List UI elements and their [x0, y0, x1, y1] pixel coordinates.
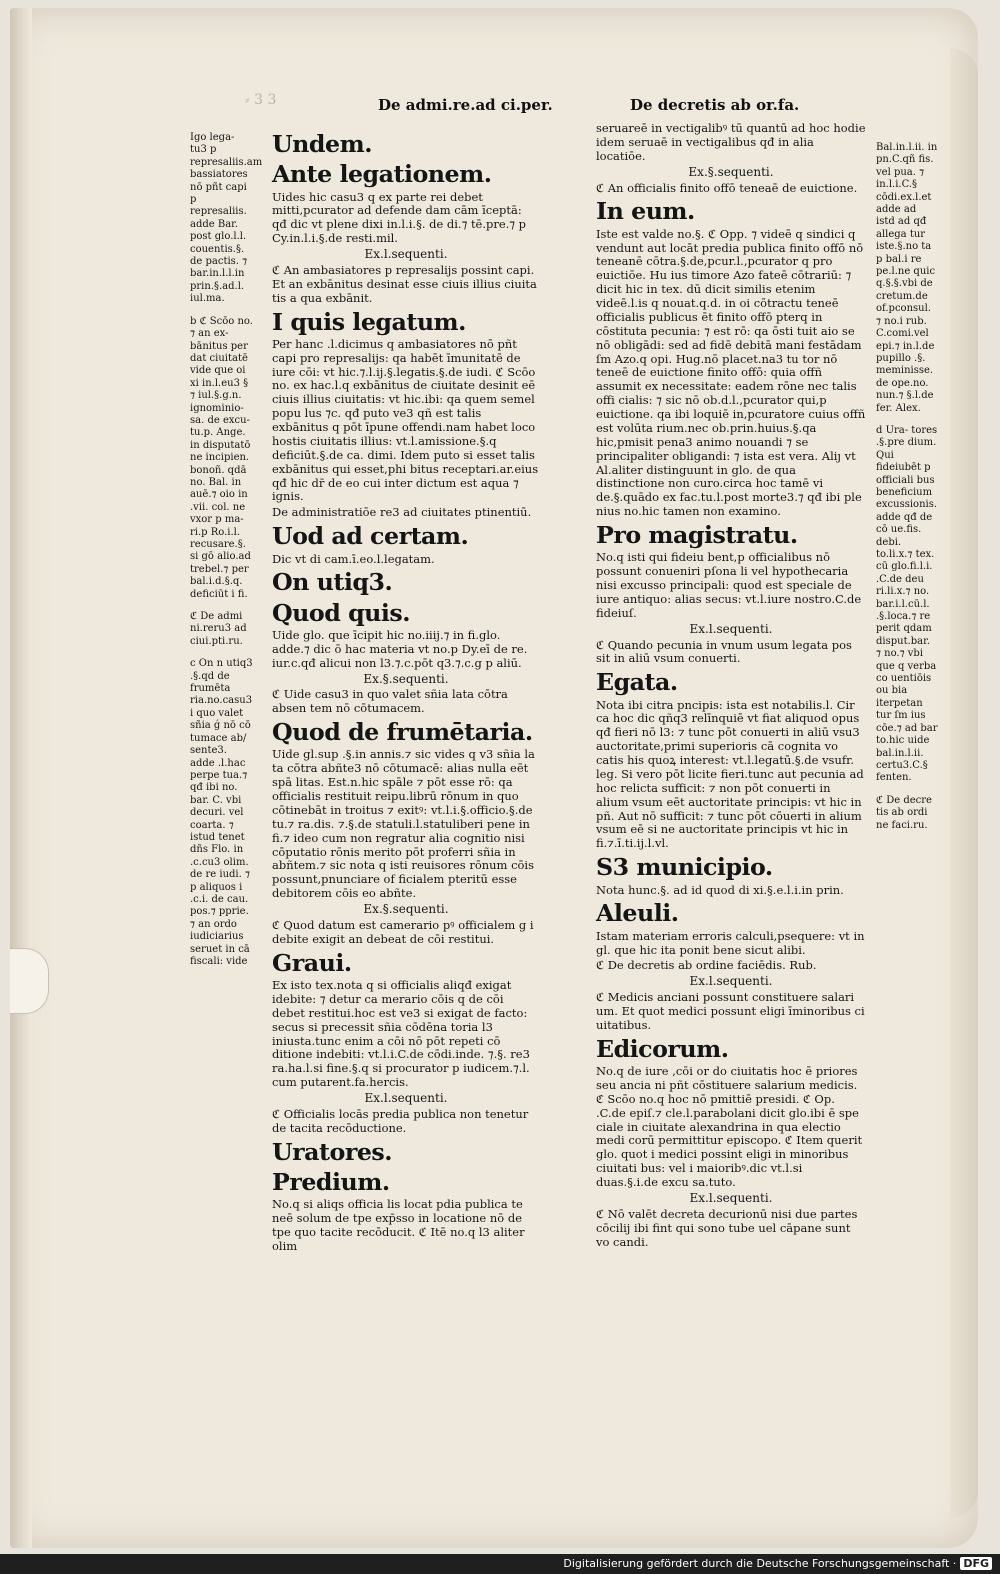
text-paragraph: ℭ An ambasiatores p represalijs possint capi. Et an exbānitus desinat esse ciuis illius ciuita tis a qua exbānit. — [272, 262, 537, 305]
gloss-note: ℭ De admi ni.reru3 ad ciui.pti.ru. — [190, 611, 247, 647]
gloss-note: d Ura- tores .§.pre dium. Qui fideiubēt p officiali bus beneficium excussionis. adde qđ de cō ue.fis. debi. to.li.x.⁊ tex. cū glo.fi.l.i. .C.de deu ri.li.x.⁊ no. bar.i.l.cū.l. .§.loca.⁊ re perit qdam disput.bar. ⁊ no.⁊ vbi que q verba co uentiōis ou bia iterpetan tur ſm ius cōe.⁊ ad bar to.hic uide bal.in.l.ii. certu3.C.§ fenten. — [876, 424, 938, 784]
section-heading: Egata. — [596, 668, 678, 697]
rubric-line: Ex.l.sequenti. — [364, 247, 448, 262]
gloss-note: c On n utiq3 .§.qd de frumēta ria.no.casu3 i quo valet sñia ǵ nō cō tumace ab/ sente3. adde .l.hac perpe tua.⁊ qđ ibi no. bar. C. vbi decuri. vel coarta. ⁊ istud tenet dñs Flo. in .c.cu3 olim. de re iudi. ⁊ p aliquos i .c.i. de cau. pos.⁊ pprie. ⁊ an ordo iudiciarius seruet in cā fiscali: vide — [190, 658, 253, 967]
text-paragraph: Istam materiam erroris calculi,psequere: vt in gl. que hic ita ponit bene sicut alibi. — [596, 928, 865, 957]
gloss-note: ℭ De decre tis ab ordi ne faci.ru. — [876, 794, 932, 831]
rubric-line: Ex.§.sequenti. — [688, 164, 774, 179]
text-paragraph: Per hanc .l.dicimus q ambasiatores nō pñt capi pro represalijs: qa habēt īmunitatē de iure cōi: vt hic.⁊.l.ij.§.legatis.§.de iudi. ℭ Scōo no. ex hac.l.q exbānitus de ciuitate desinit eē ciuis illius ciuitatis: vt hic.ibi: qa quem semel popu lus ⁊c. qđ puto ve3 qñ est talis exbānitus q pōt īpune offendi.nam habet loco hostis ciuitatis illius: vt.l.amissione.§.q deficiūt.§.de ca. dimi. Idem puto si esset talis exbānitus qui esset,phi bitus receptari.ar.eius qđ hic dr̄ de eo cui inter dictum est aqua ⁊ ignis. — [272, 336, 539, 504]
text-paragraph: ℭ An officialis finito offō teneaē de euictione. — [596, 180, 858, 195]
text-paragraph: ℭ Nō valēt decreta decurionū nisi due partes cōcilij ibi fint qui sono tube uel cāpane sunt vo candi. — [596, 1206, 858, 1249]
page-binding — [10, 8, 32, 1548]
section-heading: Graui. — [272, 948, 352, 977]
text-paragraph: De administratiōe re3 ad ciuitates ptinentiū. — [272, 505, 532, 520]
text-paragraph: ℭ Officialis locās predia publica non tenetur de tacita recōductione. — [272, 1106, 529, 1135]
center-text-column — [272, 128, 540, 1256]
text-paragraph: Nota hunc.§. ad id quod di xi.§.e.l.i.in prin. — [596, 882, 844, 897]
text-paragraph: Iste est valde no.§. ℭ Opp. ⁊ videē q sindici q vendunt aut locāt predia publica finito offō nō teneanē cōtra.§.de,pcur.l.,pcurator q pro euictiōe. Hu ius timore Azo fateē cōtrariū: ⁊ dicit hic in tex. dū dicit similis etenim videē.l.is q nouat.q.d. in oi cōtractu teneē officialis publicus ēt finito offō pterq in cōstituta pecunia: ⁊ est rō: qa ōsti tuit aio se nō obligādi: sed ad fidē debitā mani festādam ſm Azo.q opi. Hug.nō placet.na3 tu tor nō teneē de euictione finito offō: quia offñ assumit ex necessitate: eadem rōne nec talis offi cialis: ⁊ sic nō ob.d.l.,pcurator qui,p euictione. qa ibi loquiē in,pcuratore cuius offñ est volūta rium.nec ob.prin.huius.§.qa hic,pmisit pena3 animo nouandi ⁊ se principaliter obligandi: ⁊ ista est vera. Aliȷ vt Al.aliter distinguunt in glo. de qua distinctione non curo.circa hoc tamē vi de.§.quādo ex fac.tu.l.post morte3.⁊ qđ ibi ple nius no.hic tamen non examino. — [596, 226, 866, 519]
section-heading: On utiq3. — [272, 568, 393, 597]
text-paragraph: Uide gl.sup .§.in annis.⁊ sic vides q v3 sñia la ta cōtra abñte3 nō cōtumacē: alias nulla eēt spā litas. Est.n.hic spāle ⁊ pōt esse rō: qa officialis restituit reipu.librū rōnum in quo cōtinebāt in troitus ⁊ exitꝰ: vt.l.i.§.officio.§.de tu.⁊ ra.dis. ⁊.§.de statuli.l.statuliberi pene in fi.⁊ ideo cum non regratur alia cognitio nisi cōputatio rōnis merito pōt proferri sñia in abñtem.⁊ sic nota q isti reuisores rōnum cōis possunt,pnunciare of ficialem pteritū esse debitorem cōis eo abñte. — [272, 747, 535, 901]
text-paragraph: ℭ Uide casu3 in quo valet sñia lata cōtra absen tem nō cōtumacem. — [272, 687, 508, 716]
text-paragraph: No.q de iure ,cōi or do ciuitatis hoc ē priores seu ancia ni pñt cōstituere salarium medicis. ℭ Scōo no.q hoc nō pmittiē presidi. ℭ Op. .C.de epiſ.⁊ cle.l.parabolani dicit glo.ibi ē spe ciale in ciuitate alexandrina in qua electio medi corū permittitur episcopo. ℭ Item querit glo. quot i medici possint eligi in minoribus ciuitati bus: vel i maioribꝰ.dic vt.l.si duas.§.i.de excu sa.tuto. — [596, 1064, 863, 1190]
text-paragraph: Ex isto tex.nota q si officialis aliqđ exigat idebite: ⁊ detur ca merario cōis q de cōi debet restitui.hoc est ve3 si exigat de facto: secus si precessit sñia cōdēna toria l3 iniusta.tunc enim a cōi nō pōt repeti cō ditione indebiti: vt.l.i.C.de cōdi.inde. ⁊.§. re3 ra.ha.l.si fine.§.q si procurator p iudicem.⁊.l. cum putarent.fa.hercis. — [272, 978, 530, 1090]
section-heading: Quod quis. — [272, 598, 411, 627]
rubric-line: Ex.§.sequenti. — [363, 902, 449, 917]
section-heading: Uod ad certam. — [272, 522, 469, 551]
text-paragraph: ℭ De decretis ab ordine faciēdis. Rub. — [596, 958, 817, 973]
text-paragraph: Uides hic casu3 q ex parte rei debet mitti,pcurator ad defende dam cām īceptā: qđ dic vt plene dixi in.l.i.§. de di.⁊ tē.pre.⁊ p Cy.in.l.i.§.de resti.mil. — [272, 189, 527, 246]
rubric-line: Ex.l.sequenti. — [689, 1190, 773, 1205]
right-gloss-column — [876, 142, 938, 842]
bookmark-tab — [10, 948, 49, 1014]
section-heading: In eum. — [596, 197, 695, 226]
section-heading: S3 municipio. — [596, 853, 773, 882]
page-edge — [950, 48, 978, 1518]
page-mark: ⸗ 3 3 — [245, 92, 277, 108]
rubric-line: Ex.§.sequenti. — [363, 671, 449, 686]
section-heading: Pro magistratu. — [596, 521, 798, 550]
text-paragraph: No.q si aliqs officia lis locat pdia publica te neē solum de tpe exp̄sso in locatione nō de tpe quo tacite recōducit. ℭ Itē no.q l3 aliter olim — [272, 1197, 525, 1253]
rubric-line: Ex.l.sequenti. — [689, 621, 773, 636]
section-heading: Ante legationem. — [272, 160, 492, 189]
text-paragraph: ℭ Quod datum est camerario pꝰ officialem g i debite exigit an debeat de cōi restitui. — [272, 917, 534, 946]
section-heading: Aleuli. — [596, 899, 679, 928]
gloss-note: Bal.in.l.ii. in pn.C.qñ fis. vel pua. ⁊ in.l.i.C.§ cōdi.ex.l.et adde ad istd ad qđ allega tur iste.§.no ta p bal.i re pe.l.ne quic q.§.§.vbi de cretum.de of.pconsul. ⁊ no.i rub. C.comi.vel epi.⁊ in.l.de pupillo .§. meminisse. de ope.no. nun.⁊ §.l.de fer. Alex. — [876, 142, 938, 414]
text-paragraph: Dic vt di cam.ī.eo.l.legatam. — [272, 551, 435, 566]
footer-credit: Digitalisierung gefördert durch die Deutsche Forschungsgemeinschaft · — [563, 1557, 957, 1570]
text-paragraph: ℭ Medicis anciani possunt constituere salari um. Et quot medici possunt eligi īminoribus ci uitatibus. — [596, 990, 865, 1032]
running-head-right: De decretis ab or.fa. — [630, 96, 800, 114]
section-heading: Predium. — [272, 1167, 390, 1196]
rubric-line: Ex.l.sequenti. — [364, 1091, 448, 1105]
section-heading: I quis legatum. — [272, 307, 466, 336]
dfg-logo: DFG — [960, 1557, 992, 1570]
text-paragraph: seruareē in vectigalibꝰ tū quantū ad hoc hodie idem seruaē in vectigalibus qđ in alia locatiōe. — [596, 121, 866, 163]
gloss-note: b ℭ Scōo no. ⁊ an ex- bānitus per dat ciuitatē vide que oi xi in.l.eu3 § ⁊ iul.§.g.n. ignominio- sa. de excu- tu.p. Ange. in disputatō ne incipien. bonoñ. qdā no. Bal. in auē.⁊ oio in .vii. col. ne vxor p ma- ri.p Ro.i.l. recusare.§. si gō alio.ad trebel.⁊ per bal.i.d.§.q. deficiūt i fi. — [190, 315, 253, 600]
section-heading: Uratores. — [272, 1137, 393, 1166]
gloss-note: Igo lega- tu3 p represaliis.am bassiatores nō pñt capi p represaliis. adde Bar. post glo.l.l. couentis.§. de pactis. ⁊ bar.in.l.l.in prin.§.ad.l. iul.ma. — [190, 132, 263, 305]
running-head-left: De admi.re.ad ci.per. — [378, 96, 553, 114]
section-heading: Edicorum. — [596, 1034, 729, 1063]
footer-bar — [0, 1554, 1000, 1574]
section-heading: Quod de frumētaria. — [272, 718, 533, 747]
section-heading: Undem. — [272, 130, 372, 158]
right-text-column — [596, 122, 866, 1251]
rubric-line: Ex.l.sequenti. — [689, 974, 773, 989]
left-gloss-column — [190, 132, 263, 978]
text-paragraph: ℭ Quando pecunia in vnum usum legata pos sit in aliū vsum conuerti. — [596, 637, 852, 666]
text-paragraph: No.q isti qui fideiu bent,p officialibus nō possunt conueniri pſona li vel hypothecaria nisi excusso principali: quod est speciale de iure antiquo: alias secus: vt.l.iure nostro.C.de fideiuſ. — [596, 550, 862, 620]
text-paragraph: Uide glo. que īcipit hic no.iiij.⁊ in fi.glo. adde.⁊ dic ō hac materia vt no.p Dy.eī de re. iur.c.qđ alicui non l3.⁊.c.pōt q3.⁊.c.g p aliū. — [272, 627, 528, 670]
text-paragraph: Nota ibi citra pncipis: ista est notabilis.l. Cir ca hoc dic qñq3 relīnquiē vt fiat aliquod opus qđ fieri nō l3: ⁊ tunc pōt conuerti in aliū vsu3 auctoritate,primi superioris cā cognita vo catis his quoꝝ interest: vt.l.legatū.§.de vsufr. leg. Si vero pōt licite fieri.tunc aut pecunia ad hoc relicta sufficit: ⁊ non pōt conuerti in alium vsum eēt auctoritate principis: vt hic in pñ. Aut nō sufficit: ⁊ tunc pōt cōuerti in alium vsum eē si ne auctoritate principis vt hic in fi.⁊.ī.ti.ij.l.vl. — [596, 697, 864, 851]
